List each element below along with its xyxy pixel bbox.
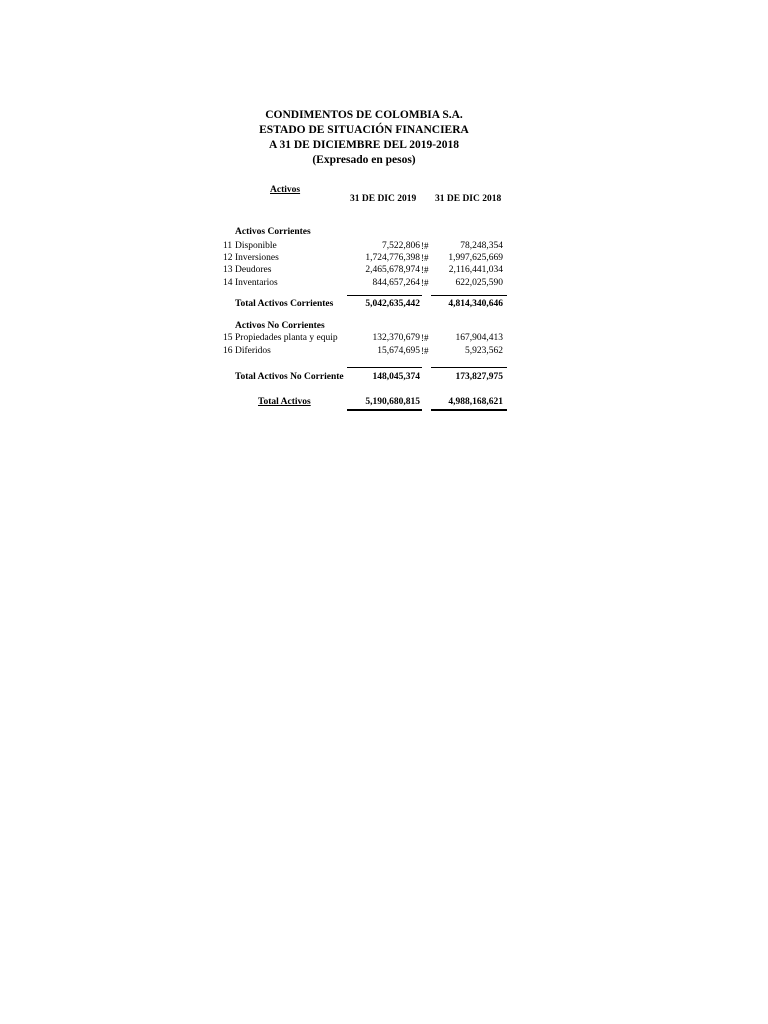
account-label: Propiedades planta y equip [235, 333, 338, 343]
account-code: 15 [223, 333, 233, 343]
total-noncurrent-2018: 173,827,975 [455, 372, 503, 382]
total-current-2019: 5,042,635,442 [365, 299, 420, 309]
account-code: 14 [223, 278, 233, 288]
account-label: Inventarios [235, 278, 278, 288]
account-label: Deudores [235, 265, 272, 275]
noncurrent-assets-heading: Activos No Corrientes [235, 321, 325, 331]
statement-title: ESTADO DE SITUACIÓN FINANCIERA [259, 124, 469, 136]
grand-total-rule-2018 [431, 409, 507, 411]
value-2019: 132,370,679 [372, 333, 420, 343]
current-assets-heading: Activos Corrientes [235, 227, 311, 237]
value-2018: 2,116,441,034 [448, 265, 503, 275]
account-label: Disponible [235, 241, 277, 251]
account-code: 12 [223, 253, 233, 263]
company-name: CONDIMENTOS DE COLOMBIA S.A. [265, 109, 463, 121]
statement-date: A 31 DE DICIEMBRE DEL 2019-2018 [268, 139, 460, 151]
error-flag: !# [421, 241, 429, 251]
currency-note: (Expresado en pesos) [312, 154, 416, 166]
subtotal-rule-2018 [431, 367, 507, 368]
value-2018: 5,923,562 [465, 346, 503, 356]
error-flag: !# [421, 346, 429, 356]
account-label: Diferidos [235, 346, 271, 356]
grand-total-rule-2019 [347, 409, 422, 411]
value-2019: 1,724,776,398 [365, 253, 420, 263]
value-2019: 15,674,695 [377, 346, 420, 356]
value-2018: 78,248,354 [460, 241, 503, 251]
subtotal-rule-2019 [347, 367, 422, 368]
section-title: Activos [270, 185, 301, 195]
error-flag: !# [421, 278, 429, 288]
column-header-2018: 31 DE DIC 2018 [435, 194, 502, 204]
total-noncurrent-2019: 148,045,374 [372, 372, 420, 382]
total-assets-2018: 4,988,168,621 [448, 397, 503, 407]
value-2018: 622,025,590 [455, 278, 503, 288]
error-flag: !# [421, 253, 429, 263]
total-noncurrent-assets-label: Total Activos No Corriente [235, 372, 344, 382]
account-code: 13 [223, 265, 233, 275]
account-code: 11 [223, 241, 233, 251]
account-code: 16 [223, 346, 233, 356]
subtotal-rule-2019 [347, 295, 422, 296]
value-2018: 1,997,625,669 [448, 253, 503, 263]
subtotal-rule-2018 [431, 295, 507, 296]
value-2019: 7,522,806 [382, 241, 420, 251]
total-current-2018: 4,814,340,646 [448, 299, 503, 309]
value-2019: 2,465,678,974 [365, 265, 420, 275]
total-assets-label: Total Activos [258, 397, 311, 407]
report-header [200, 108, 528, 168]
total-assets-2019: 5,190,680,815 [365, 397, 420, 407]
error-flag: !# [421, 265, 429, 275]
value-2019: 844,657,264 [372, 278, 420, 288]
account-label: Inversiones [235, 253, 279, 263]
error-flag: !# [421, 333, 429, 343]
total-current-assets-label: Total Activos Corrientes [235, 299, 334, 309]
column-header-2019: 31 DE DIC 2019 [350, 194, 417, 204]
value-2018: 167,904,413 [455, 333, 503, 343]
